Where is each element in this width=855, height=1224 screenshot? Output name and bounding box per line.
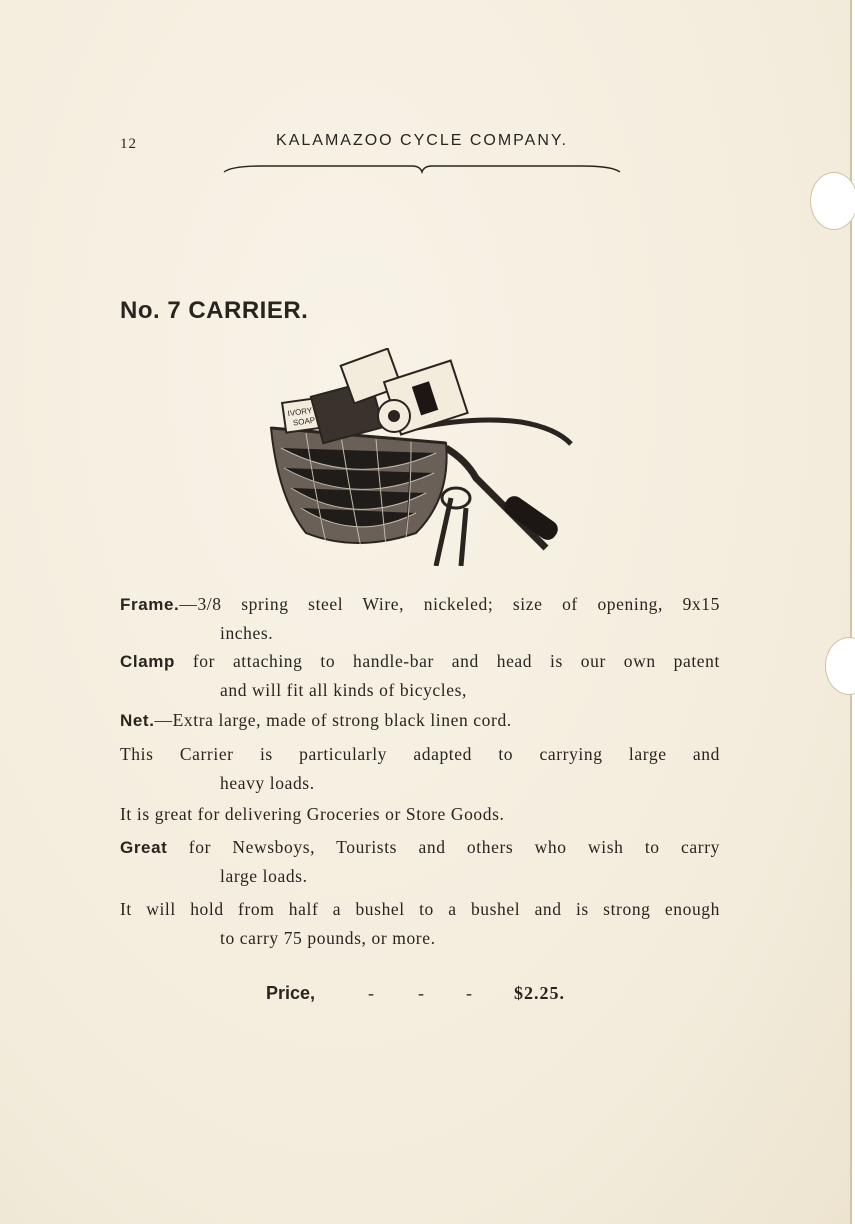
spec-net: Net.—Extra large, made of strong black linen cord.	[120, 710, 512, 730]
ornamental-rule	[222, 160, 622, 180]
price-dash: -	[466, 983, 472, 1003]
page-notch-top	[810, 172, 855, 230]
spec-clamp-line1: Clamp for attaching to handle-bar and head is our own patent	[120, 651, 720, 671]
page-number: 12	[120, 136, 137, 152]
spec-groceries: It is great for delivering Groceries or Store Goods.	[120, 804, 505, 824]
spec-frame-line2: inches.	[220, 623, 274, 643]
running-head: KALAMAZOO CYCLE COMPANY.	[276, 132, 568, 149]
price-value: $2.25.	[514, 983, 565, 1003]
price-dash: -	[368, 983, 374, 1003]
spec-frame-line1: Frame.—3/8 spring steel Wire, nickeled; size of opening, 9x15	[120, 594, 720, 614]
product-title: No. 7 CARRIER.	[120, 297, 309, 324]
spec-frame	[120, 590, 720, 648]
carrier-illustration	[266, 348, 576, 566]
spec-capacity: It will hold from half a bushel to a bushel and is strong enough to carry 75 pounds, or more.	[120, 899, 720, 948]
spec-great: Great for Newsboys, Tourists and others who wish to carry large loads.	[120, 837, 720, 886]
spec-clamp	[120, 647, 720, 705]
spec-adapted: This Carrier is particularly adapted to carrying large and heavy loads.	[120, 744, 720, 793]
spec-clamp-line2: and will fit all kinds of bicycles,	[220, 680, 467, 700]
svg-text:IVORY: IVORY	[287, 405, 313, 419]
page-notch-bottom	[825, 637, 855, 695]
price-label: Price,	[266, 983, 316, 1003]
svg-text:SOAP: SOAP	[292, 415, 316, 428]
price-dash: -	[418, 983, 424, 1003]
